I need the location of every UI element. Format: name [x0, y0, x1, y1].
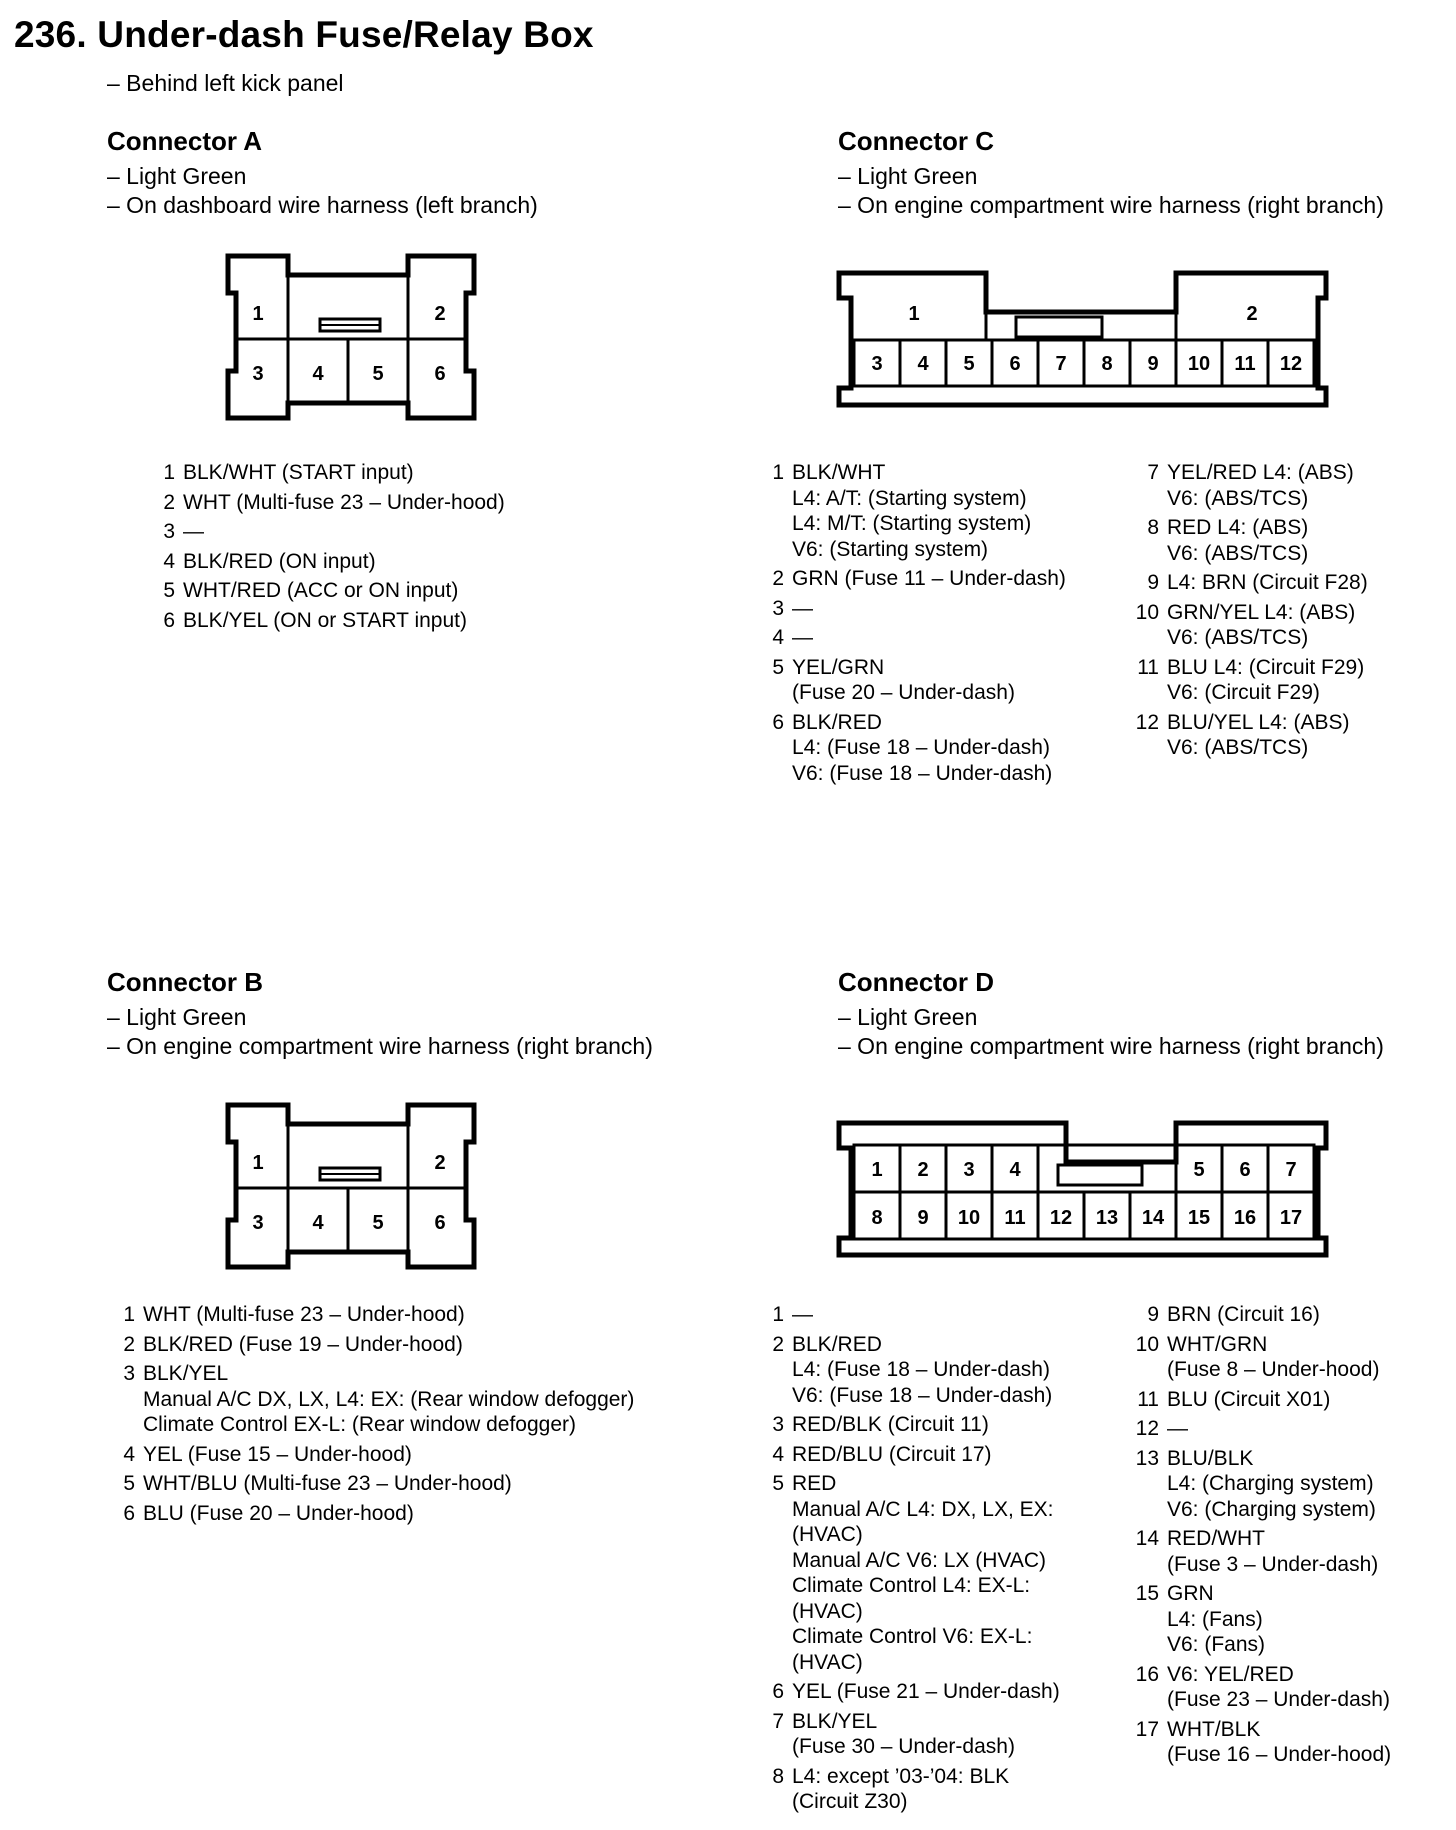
pin-description: BLK/YEL (ON or START input) [183, 608, 467, 632]
pin-number: 4 [772, 1442, 784, 1466]
pin-entry [1123, 1662, 1453, 1713]
pin-entry [760, 655, 1120, 706]
cavity-label: 17 [1279, 1207, 1303, 1229]
pin-description: BLK/RED (ON input) [183, 549, 376, 573]
cavity-label: 2 [434, 1152, 446, 1174]
pin-number: 1 [772, 461, 784, 484]
cavity-label: 16 [1233, 1207, 1257, 1229]
pin-entry [760, 1709, 1120, 1760]
connector-a-heading: Connector A [107, 126, 263, 156]
pin-description: V6: (ABS/TCS) [1167, 541, 1309, 565]
connector-c-heading: Connector C [838, 126, 994, 156]
cavity-label: 6 [434, 363, 446, 385]
pin-description: (HVAC) [792, 1650, 863, 1674]
pin-number: 8 [772, 1764, 784, 1788]
pin-description: BLK/RED [792, 1332, 882, 1356]
pin-number: 4 [163, 549, 175, 573]
pin-entry [1123, 655, 1453, 706]
cavity-label: 5 [963, 353, 975, 375]
pin-description: L4: M/T: (Starting system) [792, 512, 1032, 535]
pin-description: (Fuse 20 – Under-dash) [792, 681, 1015, 704]
pin-description: (Fuse 30 – Under-dash) [792, 1735, 1015, 1758]
pin-entry [157, 608, 637, 634]
pin-description: V6: (Starting system) [792, 537, 989, 561]
page-title: 236. Under-dash Fuse/Relay Box [14, 14, 594, 55]
pin-description: (Fuse 23 – Under-dash) [1167, 1688, 1390, 1711]
pin-entry [117, 1361, 717, 1438]
pin-entry [760, 1412, 1120, 1438]
pin-entry [157, 490, 637, 516]
pin-description: V6: (ABS/TCS) [1167, 736, 1309, 759]
cavity-label: 2 [434, 303, 446, 325]
pin-number: 12 [1135, 710, 1159, 734]
connector-a-pin-list [157, 460, 637, 633]
pin-number: 4 [123, 1442, 135, 1466]
pin-entry [1123, 600, 1453, 651]
connector-c-diagram [836, 270, 1334, 410]
pin-description: (Circuit Z30) [792, 1790, 908, 1813]
pin-number: 4 [772, 626, 784, 649]
pin-number: 6 [123, 1501, 135, 1525]
cavity-label: 3 [252, 363, 264, 385]
pin-entry [760, 625, 1120, 651]
pin-description: — [792, 596, 813, 620]
cavity-label: 10 [1187, 353, 1211, 375]
connector-b-location: – On engine compartment wire harness (right branch) [107, 1033, 653, 1059]
cavity-label: 12 [1279, 353, 1303, 375]
pin-number: 2 [163, 490, 175, 514]
pin-number: 10 [1135, 1332, 1159, 1356]
pin-description: (Fuse 8 – Under-hood) [1167, 1358, 1380, 1381]
cavity-label: 4 [312, 363, 324, 385]
pin-description: L4: (Charging system) [1167, 1472, 1374, 1495]
cavity-label: 11 [1004, 1207, 1026, 1229]
pin-entry [157, 519, 637, 545]
pin-entry [760, 596, 1120, 622]
cavity-label: 4 [312, 1212, 324, 1234]
connector-d-pin-list-left [760, 1302, 1120, 1815]
pin-number: 8 [1147, 516, 1159, 539]
pin-description: L4: except ’03-’04: BLK [792, 1764, 1010, 1788]
pin-description: GRN [1167, 1582, 1214, 1605]
pin-description: V6: (Fuse 18 – Under-dash) [792, 1383, 1053, 1407]
cavity-label: 7 [1055, 353, 1067, 375]
connector-d-location: – On engine compartment wire harness (right branch) [838, 1033, 1384, 1059]
pin-entry [117, 1442, 717, 1468]
pin-entry [760, 566, 1120, 592]
cavity-label: 5 [1193, 1159, 1205, 1181]
pin-description: YEL/RED L4: (ABS) [1167, 461, 1354, 484]
pin-entry [117, 1501, 717, 1527]
pin-description: (HVAC) [792, 1599, 863, 1623]
pin-entry [760, 1302, 1120, 1328]
cavity-label: 3 [252, 1212, 264, 1234]
pin-description: RED/BLU (Circuit 17) [792, 1442, 992, 1466]
pin-description: L4: A/T: (Starting system) [792, 486, 1027, 510]
cavity-label: 9 [1147, 353, 1159, 375]
pin-entry [760, 1471, 1120, 1675]
pin-entry [1123, 1387, 1453, 1413]
pin-entry [157, 460, 637, 486]
pin-number: 10 [1135, 600, 1159, 624]
pin-description: BRN (Circuit 16) [1167, 1303, 1320, 1326]
pin-description: BLU (Circuit X01) [1167, 1387, 1331, 1411]
pin-number: 14 [1135, 1527, 1159, 1550]
pin-entry [117, 1471, 717, 1497]
connector-d-diagram [836, 1120, 1334, 1260]
pin-number: 16 [1135, 1662, 1159, 1686]
pin-description: BLU (Fuse 20 – Under-hood) [143, 1501, 414, 1525]
pin-number: 7 [1147, 461, 1159, 484]
connector-c-pin-list-left [760, 460, 1120, 786]
pin-description: Manual A/C V6: LX (HVAC) [792, 1548, 1047, 1572]
pin-description: WHT/GRN [1167, 1332, 1268, 1356]
pin-entry [117, 1302, 717, 1328]
pin-entry [1123, 460, 1453, 511]
connector-c-color: – Light Green [838, 163, 978, 189]
pin-entry [1123, 515, 1453, 566]
pin-number: 2 [772, 1332, 784, 1356]
pin-number: 2 [772, 567, 784, 590]
cavity-label: 15 [1187, 1207, 1211, 1229]
pin-number: 7 [772, 1709, 784, 1733]
cavity-label: 6 [1009, 353, 1021, 375]
pin-description: (Fuse 3 – Under-dash) [1167, 1552, 1379, 1576]
cavity-label: 8 [1101, 353, 1113, 375]
pin-description: L4: (Fuse 18 – Under-dash) [792, 1358, 1050, 1381]
pin-description: — [183, 520, 204, 543]
pin-entry [1123, 1581, 1453, 1658]
connector-b-diagram [220, 1102, 480, 1272]
pin-description: YEL (Fuse 15 – Under-hood) [143, 1442, 412, 1466]
connector-d-pin-list-right [1123, 1302, 1453, 1768]
pin-entry [760, 710, 1120, 787]
cavity-label: 14 [1141, 1207, 1165, 1229]
pin-description: V6: YEL/RED [1167, 1662, 1294, 1686]
cavity-label: 10 [957, 1207, 981, 1229]
pin-entry [760, 1679, 1120, 1705]
pin-description: Climate Control V6: EX-L: [792, 1625, 1033, 1648]
pin-description: Climate Control EX-L: (Rear window defogger) [143, 1413, 577, 1436]
connector-b-pin-list [117, 1302, 717, 1526]
cavity-label: 7 [1285, 1159, 1297, 1181]
cavity-label: 1 [252, 1152, 264, 1174]
pin-description: L4: (Fans) [1167, 1607, 1263, 1631]
pin-description: (HVAC) [792, 1523, 863, 1546]
pin-description: BLK/WHT (START input) [183, 461, 414, 484]
cavity-label: 9 [917, 1207, 929, 1229]
cavity-label: 6 [1239, 1159, 1251, 1181]
pin-description: (Fuse 16 – Under-hood) [1167, 1743, 1392, 1766]
cavity-label: 2 [917, 1159, 929, 1181]
pin-entry [1123, 570, 1453, 596]
pin-number: 1 [163, 461, 175, 484]
pin-description: BLK/YEL [143, 1362, 229, 1385]
pin-description: V6: (Circuit F29) [1167, 681, 1320, 704]
pin-description: RED [792, 1472, 837, 1495]
pin-description: V6: (Charging system) [1167, 1497, 1376, 1521]
connector-a-color: – Light Green [107, 163, 247, 189]
cavity-label: 11 [1234, 353, 1256, 375]
pin-number: 6 [772, 1680, 784, 1703]
pin-number: 15 [1135, 1582, 1159, 1605]
connector-c-pin-list-right [1123, 460, 1453, 761]
connector-c-location: – On engine compartment wire harness (right branch) [838, 192, 1384, 218]
pin-entry [760, 1764, 1120, 1815]
pin-description: V6: (ABS/TCS) [1167, 486, 1309, 510]
pin-description: BLK/RED [792, 710, 882, 734]
pin-entry [1123, 710, 1453, 761]
pin-description: V6: (ABS/TCS) [1167, 626, 1309, 649]
pin-description: L4: BRN (Circuit F28) [1167, 571, 1368, 594]
cavity-label: 8 [871, 1207, 883, 1229]
pin-description: GRN/YEL L4: (ABS) [1167, 600, 1356, 624]
pin-number: 9 [1147, 571, 1159, 594]
pin-number: 11 [1137, 655, 1159, 679]
connector-d-heading: Connector D [838, 967, 994, 997]
connector-d-color: – Light Green [838, 1004, 978, 1030]
pin-description: WHT/BLK [1167, 1717, 1261, 1741]
pin-description: Manual A/C L4: DX, LX, EX: [792, 1497, 1054, 1521]
cavity-label: 12 [1049, 1207, 1073, 1229]
pin-entry [760, 1332, 1120, 1409]
pin-entry [157, 578, 637, 604]
page-subtitle: – Behind left kick panel [107, 70, 344, 96]
cavity-label: 4 [1009, 1159, 1021, 1181]
pin-description: WHT (Multi-fuse 23 – Under-hood) [143, 1303, 465, 1326]
pin-description: L4: (Fuse 18 – Under-dash) [792, 736, 1050, 759]
pin-description: GRN (Fuse 11 – Under-dash) [792, 567, 1066, 590]
pin-number: 3 [123, 1362, 135, 1385]
pin-description: BLK/YEL [792, 1709, 878, 1733]
pin-description: — [792, 1303, 813, 1326]
pin-description: BLK/WHT [792, 461, 886, 484]
cavity-label: 1 [871, 1159, 883, 1181]
pin-description: YEL/GRN [792, 655, 885, 679]
pin-entry [1123, 1332, 1453, 1383]
pin-description: Manual A/C DX, LX, L4: EX: (Rear window defogger) [143, 1387, 635, 1411]
pin-number: 17 [1135, 1717, 1159, 1741]
pin-number: 3 [772, 1413, 784, 1436]
pin-description: YEL (Fuse 21 – Under-dash) [792, 1680, 1060, 1703]
cavity-label: 3 [871, 353, 883, 375]
pin-number: 5 [123, 1472, 135, 1495]
cavity-label: 6 [434, 1212, 446, 1234]
pin-description: V6: (Fans) [1167, 1633, 1266, 1656]
connector-a-diagram [220, 253, 480, 423]
pin-description: RED/WHT [1167, 1527, 1265, 1550]
pin-number: 3 [163, 520, 175, 543]
pin-number: 9 [1147, 1303, 1159, 1326]
pin-entry [1123, 1416, 1453, 1442]
pin-description: WHT/BLU (Multi-fuse 23 – Under-hood) [143, 1472, 512, 1495]
pin-number: 5 [163, 579, 175, 602]
pin-number: 6 [163, 608, 175, 632]
cavity-label: 3 [963, 1159, 975, 1181]
pin-entry [1123, 1526, 1453, 1577]
cavity-label: 2 [1246, 303, 1258, 325]
pin-number: 3 [772, 596, 784, 620]
connector-a-location: – On dashboard wire harness (left branch) [107, 192, 538, 218]
pin-description: BLU/BLK [1167, 1446, 1254, 1470]
cavity-label: 4 [917, 353, 929, 375]
pin-number: 5 [772, 655, 784, 679]
pin-entry [157, 549, 637, 575]
pin-description: V6: (Fuse 18 – Under-dash) [792, 761, 1053, 785]
pin-description: RED/BLK (Circuit 11) [792, 1413, 989, 1436]
connector-b-heading: Connector B [107, 967, 263, 997]
pin-entry [760, 460, 1120, 562]
pin-entry [760, 1442, 1120, 1468]
cavity-label: 13 [1095, 1207, 1119, 1229]
cavity-label: 1 [908, 303, 920, 325]
pin-description: — [1167, 1417, 1188, 1440]
pin-number: 13 [1135, 1446, 1159, 1470]
pin-number: 6 [772, 710, 784, 734]
cavity-label: 5 [372, 1212, 384, 1234]
pin-description: BLU/YEL L4: (ABS) [1167, 710, 1350, 734]
pin-description: Climate Control L4: EX-L: [792, 1574, 1031, 1597]
pin-description: RED L4: (ABS) [1167, 516, 1309, 539]
pin-description: — [792, 626, 813, 649]
pin-description: BLU L4: (Circuit F29) [1167, 655, 1365, 679]
pin-number: 12 [1135, 1417, 1159, 1440]
pin-number: 1 [772, 1303, 784, 1326]
pin-description: WHT/RED (ACC or ON input) [183, 579, 459, 602]
pin-entry [1123, 1717, 1453, 1768]
pin-number: 2 [123, 1332, 135, 1356]
connector-b-color: – Light Green [107, 1004, 247, 1030]
pin-description: BLK/RED (Fuse 19 – Under-hood) [143, 1332, 463, 1356]
cavity-label: 1 [252, 303, 264, 325]
pin-number: 5 [772, 1472, 784, 1495]
pin-entry [1123, 1302, 1453, 1328]
pin-number: 1 [123, 1303, 135, 1326]
cavity-label: 5 [372, 363, 384, 385]
pin-number: 11 [1137, 1387, 1159, 1411]
pin-entry [117, 1332, 717, 1358]
pin-description: WHT (Multi-fuse 23 – Under-hood) [183, 490, 505, 514]
pin-entry [1123, 1446, 1453, 1523]
